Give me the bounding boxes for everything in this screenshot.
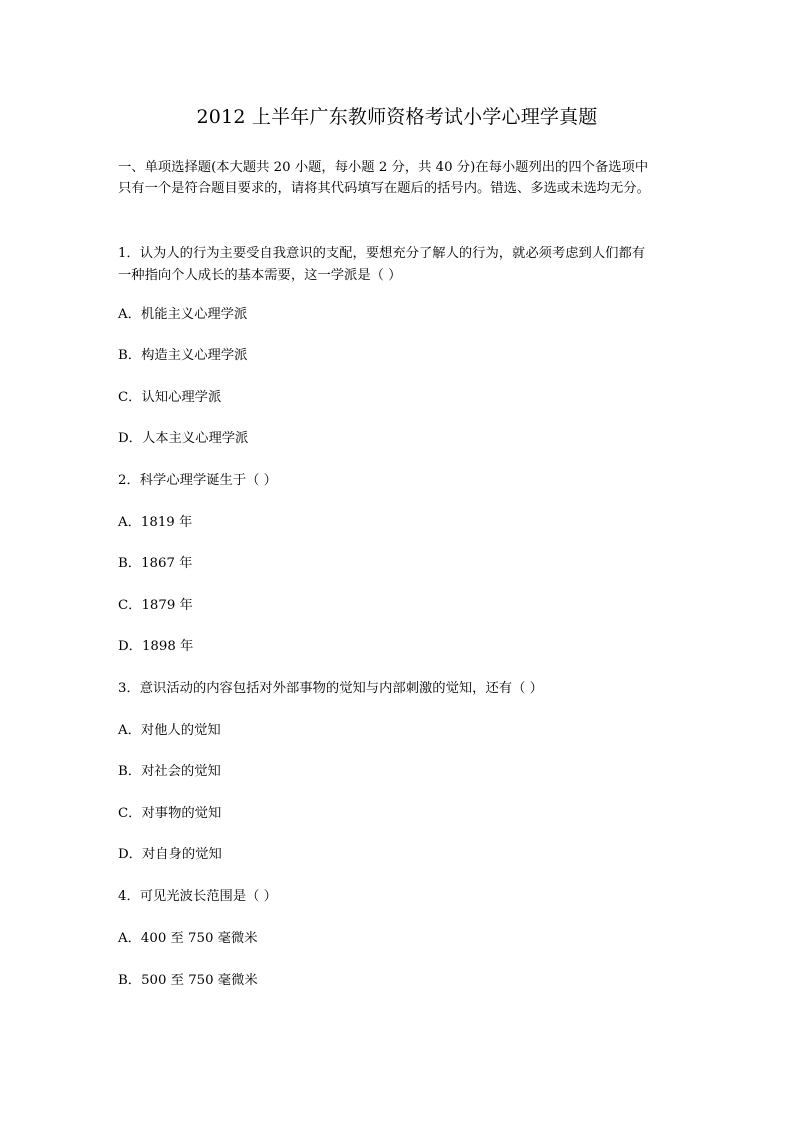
question-2-option-a: A．1819 年: [118, 515, 193, 530]
question-1-option-b: B．构造主义心理学派: [118, 348, 248, 363]
question-1-stem-line-2: 一种指向个人成长的基本需要，这一学派是（ ）: [118, 268, 402, 283]
instruction-line-2: 只有一个是符合题目要求的，请将其代码填写在题后的括号内。错选、多选或未选均无分。: [118, 181, 650, 196]
question-1-option-a: A．机能主义心理学派: [118, 307, 248, 322]
question-3-option-c: C．对事物的觉知: [118, 806, 222, 821]
question-4-stem: 4．可见光波长范围是（ ）: [118, 889, 277, 904]
question-1-option-c: C．认知心理学派: [118, 390, 222, 405]
question-3-option-d: D．对自身的觉知: [118, 847, 222, 862]
question-2-option-d: D．1898 年: [118, 639, 194, 654]
section-instruction: [118, 157, 708, 199]
question-3-stem: 3．意识活动的内容包括对外部事物的觉知与内部刺激的觉知，还有（ ）: [118, 681, 543, 696]
page-title: 2012 上半年广东教师资格考试小学心理学真题: [196, 106, 598, 128]
question-2-stem: 2．科学心理学诞生于（ ）: [118, 473, 277, 488]
question-3-option-b: B．对社会的觉知: [118, 764, 221, 779]
question-3-option-a: A．对他人的觉知: [118, 723, 221, 738]
question-2-option-c: C．1879 年: [118, 598, 193, 613]
question-4-option-b: B．500 至 750 毫微米: [118, 973, 258, 988]
instruction-line-1: 一、单项选择题(本大题共 20 小题，每小题 2 分，共 40 分)在每小题列出的四个备选项中: [118, 160, 649, 175]
question-1-stem-line-1: 1．认为人的行为主要受自我意识的支配，要想充分了解人的行为，就必须考虑到人们都有: [118, 246, 646, 261]
question-4-option-a: A．400 至 750 毫微米: [118, 931, 258, 946]
question-2-option-b: B．1867 年: [118, 556, 193, 571]
question-1-option-d: D．人本主义心理学派: [118, 431, 249, 446]
